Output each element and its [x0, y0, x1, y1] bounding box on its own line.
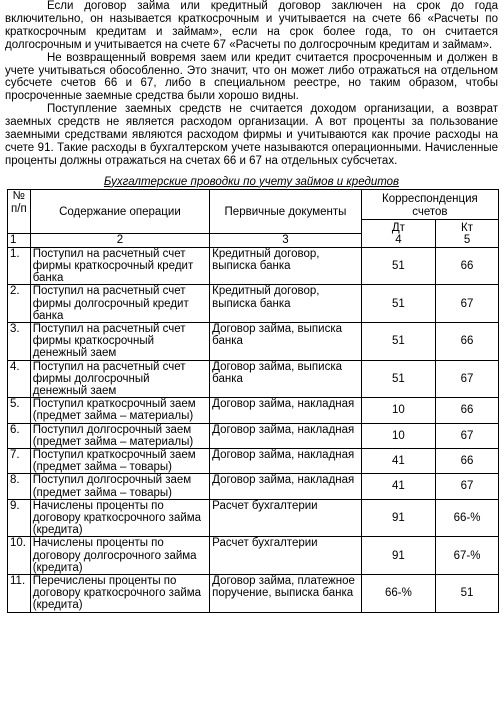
paragraph-interest-expenses: Поступление заемных средств не считается доходом организации, а возврат заемных средств не является расходом организации. А вот проценты за пользование заемными средствами являются расходом фирмы и учитываются как прочие расходы на счете 91. Такие расходы в бухгалтерском учете называются операционными. Начисленные проценты должны отражаться на счетах 66 и 67 на отдельных субсчетах.	[5, 103, 498, 167]
row-documents: Расчет бухгалтерии	[210, 537, 362, 575]
row-documents: Договор займа, накладная	[210, 398, 362, 423]
row-number: 6.	[8, 423, 31, 448]
row-number: 4.	[8, 360, 31, 398]
row-operation: Поступил краткосрочный заем (предмет займа – материалы)	[30, 398, 209, 423]
row-number: 11.	[8, 574, 31, 612]
row-credit: 66-%	[436, 499, 499, 537]
row-debit: 51	[361, 285, 435, 323]
header-kt: Кт	[436, 219, 499, 234]
row-debit: 91	[361, 537, 435, 575]
row-operation: Перечислены проценты по договору краткосрочного займа (кредита)	[30, 574, 209, 612]
row-debit: 10	[361, 398, 435, 423]
row-debit: 51	[361, 247, 435, 285]
row-debit: 91	[361, 499, 435, 537]
row-number: 2.	[8, 285, 31, 323]
table-row	[8, 423, 499, 448]
table-row	[8, 499, 499, 537]
row-credit: 67-%	[436, 537, 499, 575]
row-operation: Начислены проценты по договору долгосрочного займа (кредита)	[30, 537, 209, 575]
row-operation: Поступил краткосрочный заем (предмет займа – товары)	[30, 448, 209, 473]
row-debit: 51	[361, 322, 435, 360]
table-row	[8, 537, 499, 575]
row-documents: Договор займа, накладная	[210, 448, 362, 473]
row-documents: Договор займа, накладная	[210, 423, 362, 448]
row-operation: Поступил на расчетный счет фирмы долгосрочный денежный заем	[30, 360, 209, 398]
row-credit: 67	[436, 360, 499, 398]
index-3: 3	[210, 234, 362, 247]
table-row	[8, 285, 499, 323]
row-credit: 67	[436, 285, 499, 323]
row-number: 5.	[8, 398, 31, 423]
row-operation: Начислены проценты по договору краткосрочного займа (кредита)	[30, 499, 209, 537]
row-credit: 66	[436, 247, 499, 285]
row-credit: 67	[436, 423, 499, 448]
table-row	[8, 574, 499, 612]
row-number: 8.	[8, 474, 31, 499]
row-operation: Поступил долгосрочный заем (предмет займа – товары)	[30, 474, 209, 499]
row-debit: 66-%	[361, 574, 435, 612]
row-documents: Договор займа, платежное поручение, выписка банка	[210, 574, 362, 612]
row-operation: Поступил долгосрочный заем (предмет займа – материалы)	[30, 423, 209, 448]
row-debit: 41	[361, 448, 435, 473]
row-number: 1.	[8, 247, 31, 285]
table-row	[8, 398, 499, 423]
row-debit: 41	[361, 474, 435, 499]
row-operation: Поступил на расчетный счет фирмы краткосрочный денежный заем	[30, 322, 209, 360]
row-credit: 67	[436, 474, 499, 499]
table-header-row	[8, 189, 499, 219]
index-5: 5	[436, 234, 499, 247]
row-number: 10.	[8, 537, 31, 575]
paragraph-overdue-loans: Не возвращенный вовремя заем или кредит считается просроченным и должен в учете учитываться обособленно. Это значит, что он может либо отражаться на отдельном субсчете счетов 66 и 67, либо в специальном реестре, но таким образом, чтобы просроченные заемные средства были хорошо видны.	[5, 51, 498, 103]
header-num: № п/п	[8, 189, 31, 234]
row-documents: Договор займа, накладная	[210, 474, 362, 499]
table-row	[8, 322, 499, 360]
table-caption: Бухгалтерские проводки по учету займов и кредитов	[103, 175, 400, 188]
header-correspondence: Корреспонденция счетов	[361, 189, 498, 219]
row-number: 3.	[8, 322, 31, 360]
postings-table	[7, 189, 499, 613]
header-dt: Дт	[361, 219, 435, 234]
row-documents: Кредитный договор, выписка банка	[210, 285, 362, 323]
paragraph-loan-terms: Если договор займа или кредитный договор заключен на срок до года включительно, он называется краткосрочным и учитывается на счете 66 «Расчеты по краткосрочным кредитам и займам», если на срок более года, то он считается долгосрочным и учитывается на счете 67 «Расчеты по долгосрочным кредитам и займам».	[5, 0, 498, 51]
table-row	[8, 474, 499, 499]
row-credit: 66	[436, 398, 499, 423]
row-documents: Кредитный договор, выписка банка	[210, 247, 362, 285]
row-credit: 66	[436, 448, 499, 473]
row-documents: Договор займа, выписка банка	[210, 360, 362, 398]
table-row	[8, 247, 499, 285]
row-number: 9.	[8, 499, 31, 537]
row-operation: Поступил на расчетный счет фирмы краткосрочный кредит банка	[30, 247, 209, 285]
row-debit: 51	[361, 360, 435, 398]
table-row	[8, 448, 499, 473]
index-4: 4	[361, 234, 435, 247]
table-body	[8, 247, 499, 612]
header-desc: Содержание операции	[30, 189, 209, 234]
row-documents: Договор займа, выписка банка	[210, 322, 362, 360]
row-credit: 51	[436, 574, 499, 612]
row-credit: 66	[436, 322, 499, 360]
index-1: 1	[8, 234, 31, 247]
row-documents: Расчет бухгалтерии	[210, 499, 362, 537]
header-doc: Первичные документы	[210, 189, 362, 234]
table-index-row	[8, 234, 499, 247]
row-debit: 10	[361, 423, 435, 448]
row-operation: Поступил на расчетный счет фирмы долгосрочный кредит банка	[30, 285, 209, 323]
index-2: 2	[30, 234, 209, 247]
table-row	[8, 360, 499, 398]
row-number: 7.	[8, 448, 31, 473]
